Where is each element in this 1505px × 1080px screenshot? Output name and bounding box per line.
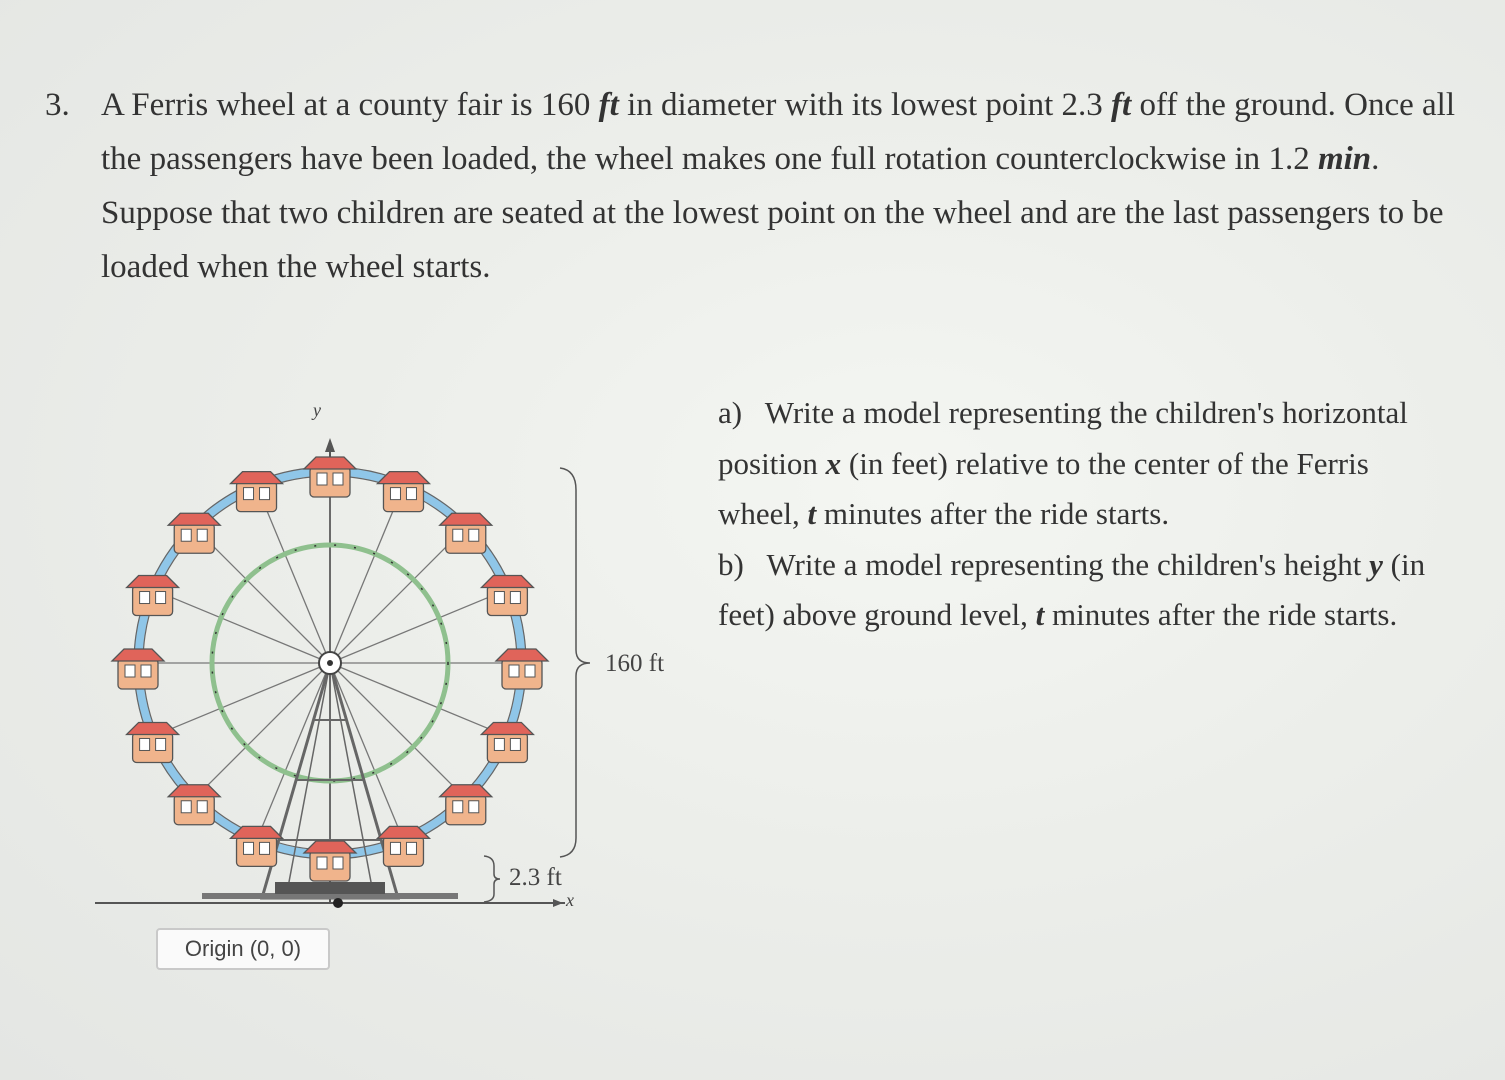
- cabin-window: [140, 738, 150, 750]
- cabin-window: [317, 857, 327, 869]
- cabin-body: [118, 659, 158, 689]
- ferris-wheel: [95, 438, 590, 908]
- cabin-window: [390, 842, 400, 854]
- x-axis-arrow: [553, 899, 563, 907]
- cabin-body: [446, 523, 486, 553]
- cabin-window: [406, 842, 416, 854]
- cabin-roof: [304, 457, 356, 469]
- cabin-body: [383, 482, 423, 512]
- diameter-label: 160 ft: [605, 650, 665, 677]
- problem-segment: . Suppose that two children are seated at the lowest point on the wheel and are the last passengers to be loaded when the wheel starts.: [101, 141, 1444, 285]
- spoke: [330, 489, 402, 663]
- spoke: [258, 663, 330, 837]
- cabin-body: [133, 732, 173, 762]
- cabin-window: [453, 801, 463, 813]
- part-a: [718, 388, 1458, 540]
- cabin-body: [310, 851, 350, 881]
- cabin-window: [469, 529, 479, 541]
- var-x: x: [825, 445, 842, 481]
- spoke: [330, 663, 402, 837]
- cabin-body: [487, 586, 527, 616]
- cabin-window: [156, 592, 166, 604]
- cabin-roof: [496, 649, 548, 661]
- part-a-text-3: minutes after the ride starts.: [816, 496, 1170, 531]
- x-axis-label: x: [566, 890, 574, 910]
- cabin-window: [181, 529, 191, 541]
- cabin-window: [197, 801, 207, 813]
- cabin-body: [383, 836, 423, 866]
- cabin-body: [310, 467, 350, 497]
- cabin-roof: [127, 576, 179, 588]
- cabin-window: [510, 592, 520, 604]
- cabin-window: [244, 842, 254, 854]
- cabin-window: [469, 801, 479, 813]
- var-t: t: [807, 496, 817, 531]
- offset-label: 2.3 ft: [509, 864, 562, 891]
- cabin-window: [141, 665, 151, 677]
- cabin-window: [260, 842, 270, 854]
- spoke: [258, 489, 330, 663]
- part-a-text-2: (in feet) relative to the center of the Ferris wheel,: [718, 445, 1369, 531]
- question-parts: [718, 388, 1458, 641]
- cabin-roof: [377, 472, 429, 484]
- cabin-window: [510, 738, 520, 750]
- cabin-body: [174, 523, 214, 553]
- cabin-window: [181, 801, 191, 813]
- cabin-roof: [481, 722, 533, 734]
- y-axis-label: y: [313, 400, 321, 420]
- problem-segment: min: [1317, 141, 1372, 177]
- problem-statement: [45, 78, 1485, 294]
- cabin-roof: [112, 649, 164, 661]
- cabin-window: [453, 529, 463, 541]
- spoke: [156, 591, 330, 663]
- part-b-text-2: (in feet) above ground level,: [718, 546, 1426, 632]
- cabin-window: [525, 665, 535, 677]
- problem-text: [101, 78, 1485, 294]
- cabin-body: [502, 659, 542, 689]
- cabin-window: [244, 488, 254, 500]
- cabin-roof: [168, 785, 220, 797]
- cabin-window: [140, 592, 150, 604]
- spoke: [156, 663, 330, 735]
- cabin-roof: [127, 722, 179, 734]
- origin-point: [333, 898, 343, 908]
- cabin-window: [494, 738, 504, 750]
- cabin-window: [156, 738, 166, 750]
- cabin-window: [390, 488, 400, 500]
- cabin-window: [509, 665, 519, 677]
- y-axis-arrow: [325, 438, 335, 452]
- offset-brace: [484, 856, 500, 902]
- spoke: [197, 530, 330, 663]
- part-b-text-3: minutes after the ride starts.: [1044, 597, 1398, 632]
- problem-segment: ft: [1111, 87, 1132, 123]
- cabin-body: [237, 482, 277, 512]
- cabin-roof: [304, 841, 356, 853]
- problem-number: 3.: [45, 87, 70, 123]
- origin-label: Origin: [184, 936, 244, 961]
- part-a-text-1: Write a model representing the children's horizontal position: [718, 395, 1408, 481]
- cabin-window: [406, 488, 416, 500]
- cabin-window: [494, 592, 504, 604]
- cabin-body: [237, 836, 277, 866]
- spoke: [330, 591, 504, 663]
- cabin-roof: [440, 785, 492, 797]
- var-t: t: [1035, 597, 1045, 632]
- part-b-text-1: Write a model representing the children's height: [766, 546, 1370, 582]
- cabin-window: [333, 857, 343, 869]
- var-y: y: [1369, 546, 1383, 582]
- part-b: [718, 540, 1458, 641]
- cabin-roof: [481, 576, 533, 588]
- problem-segment: in diameter with its lowest point: [618, 87, 1062, 123]
- spoke: [330, 530, 463, 663]
- origin-coords: (0, 0): [249, 936, 302, 961]
- cabin-window: [260, 488, 270, 500]
- problem-segment: A Ferris wheel at a county fair is: [101, 87, 541, 123]
- cabin-body: [133, 586, 173, 616]
- ferris-wheel-diagram: [80, 395, 620, 985]
- part-a-label: a): [718, 395, 743, 430]
- problem-segment: ft: [598, 87, 619, 123]
- problem-segment: 2.3: [1061, 87, 1112, 123]
- cabin-window: [125, 665, 135, 677]
- base-block: [275, 882, 385, 894]
- cabin-roof: [231, 472, 283, 484]
- spoke: [330, 663, 504, 735]
- part-b-label: b): [718, 546, 744, 582]
- origin-label-box: [156, 928, 330, 970]
- cabin-window: [317, 473, 327, 485]
- cabin-body: [446, 795, 486, 825]
- problem-segment: 160: [540, 87, 599, 123]
- cabin-body: [487, 732, 527, 762]
- cabin-window: [333, 473, 343, 485]
- hub-center: [327, 660, 333, 666]
- diameter-brace: [560, 468, 590, 857]
- cabin-window: [197, 529, 207, 541]
- cabin-body: [174, 795, 214, 825]
- problem-segment: off the ground. Once all the passengers have been loaded, the wheel makes one full rotation counterclockwise in: [101, 87, 1455, 177]
- problem-segment: 1.2: [1268, 141, 1318, 177]
